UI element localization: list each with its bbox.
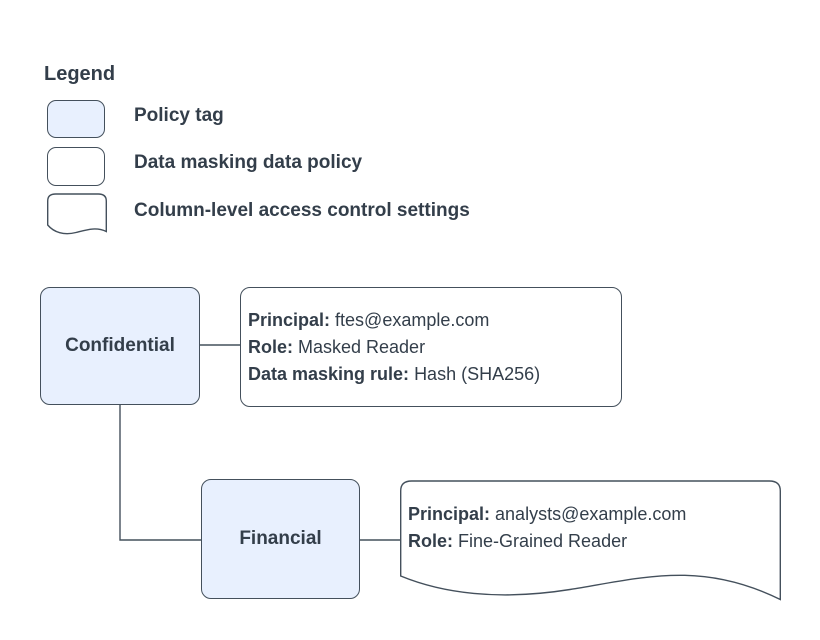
node-label-confidential: Confidential	[65, 335, 175, 356]
role-value: Masked Reader	[298, 336, 426, 357]
legend-policy-tag-swatch	[47, 100, 105, 138]
role-label: Role:	[248, 336, 293, 357]
access-role-line	[408, 528, 686, 555]
masking-rule-label: Data masking rule:	[248, 363, 410, 384]
principal-value: ftes@example.com	[335, 309, 490, 330]
principal-label: Principal:	[248, 309, 331, 330]
data-policy-masking-rule-line	[248, 361, 621, 388]
connector-confidential-to-financial	[120, 404, 202, 540]
legend-label-policy-tag: Policy tag	[134, 105, 224, 126]
masking-rule-value: Hash (SHA256)	[414, 363, 541, 384]
legend-document-swatch	[47, 193, 107, 238]
legend-data-policy-swatch	[47, 147, 105, 186]
legend-label-data-masking-policy: Data masking data policy	[134, 152, 363, 173]
data-policy-principal-line	[248, 307, 621, 334]
policy-tag-node-financial	[201, 479, 360, 599]
access-principal-line	[408, 501, 686, 528]
document-icon	[48, 194, 107, 234]
principal-label: Principal:	[408, 504, 491, 524]
policy-tag-node-confidential	[40, 287, 200, 405]
node-label-financial: Financial	[239, 528, 322, 549]
legend-label-column-access: Column-level access control settings	[134, 200, 470, 221]
data-policy-panel	[240, 287, 622, 407]
role-value: Fine-Grained Reader	[458, 531, 628, 551]
role-label: Role:	[408, 531, 453, 551]
access-settings-text	[408, 501, 686, 555]
principal-value: analysts@example.com	[495, 504, 687, 524]
access-settings-document	[400, 480, 781, 602]
legend-title: Legend	[44, 63, 116, 85]
data-policy-role-line	[248, 334, 621, 361]
